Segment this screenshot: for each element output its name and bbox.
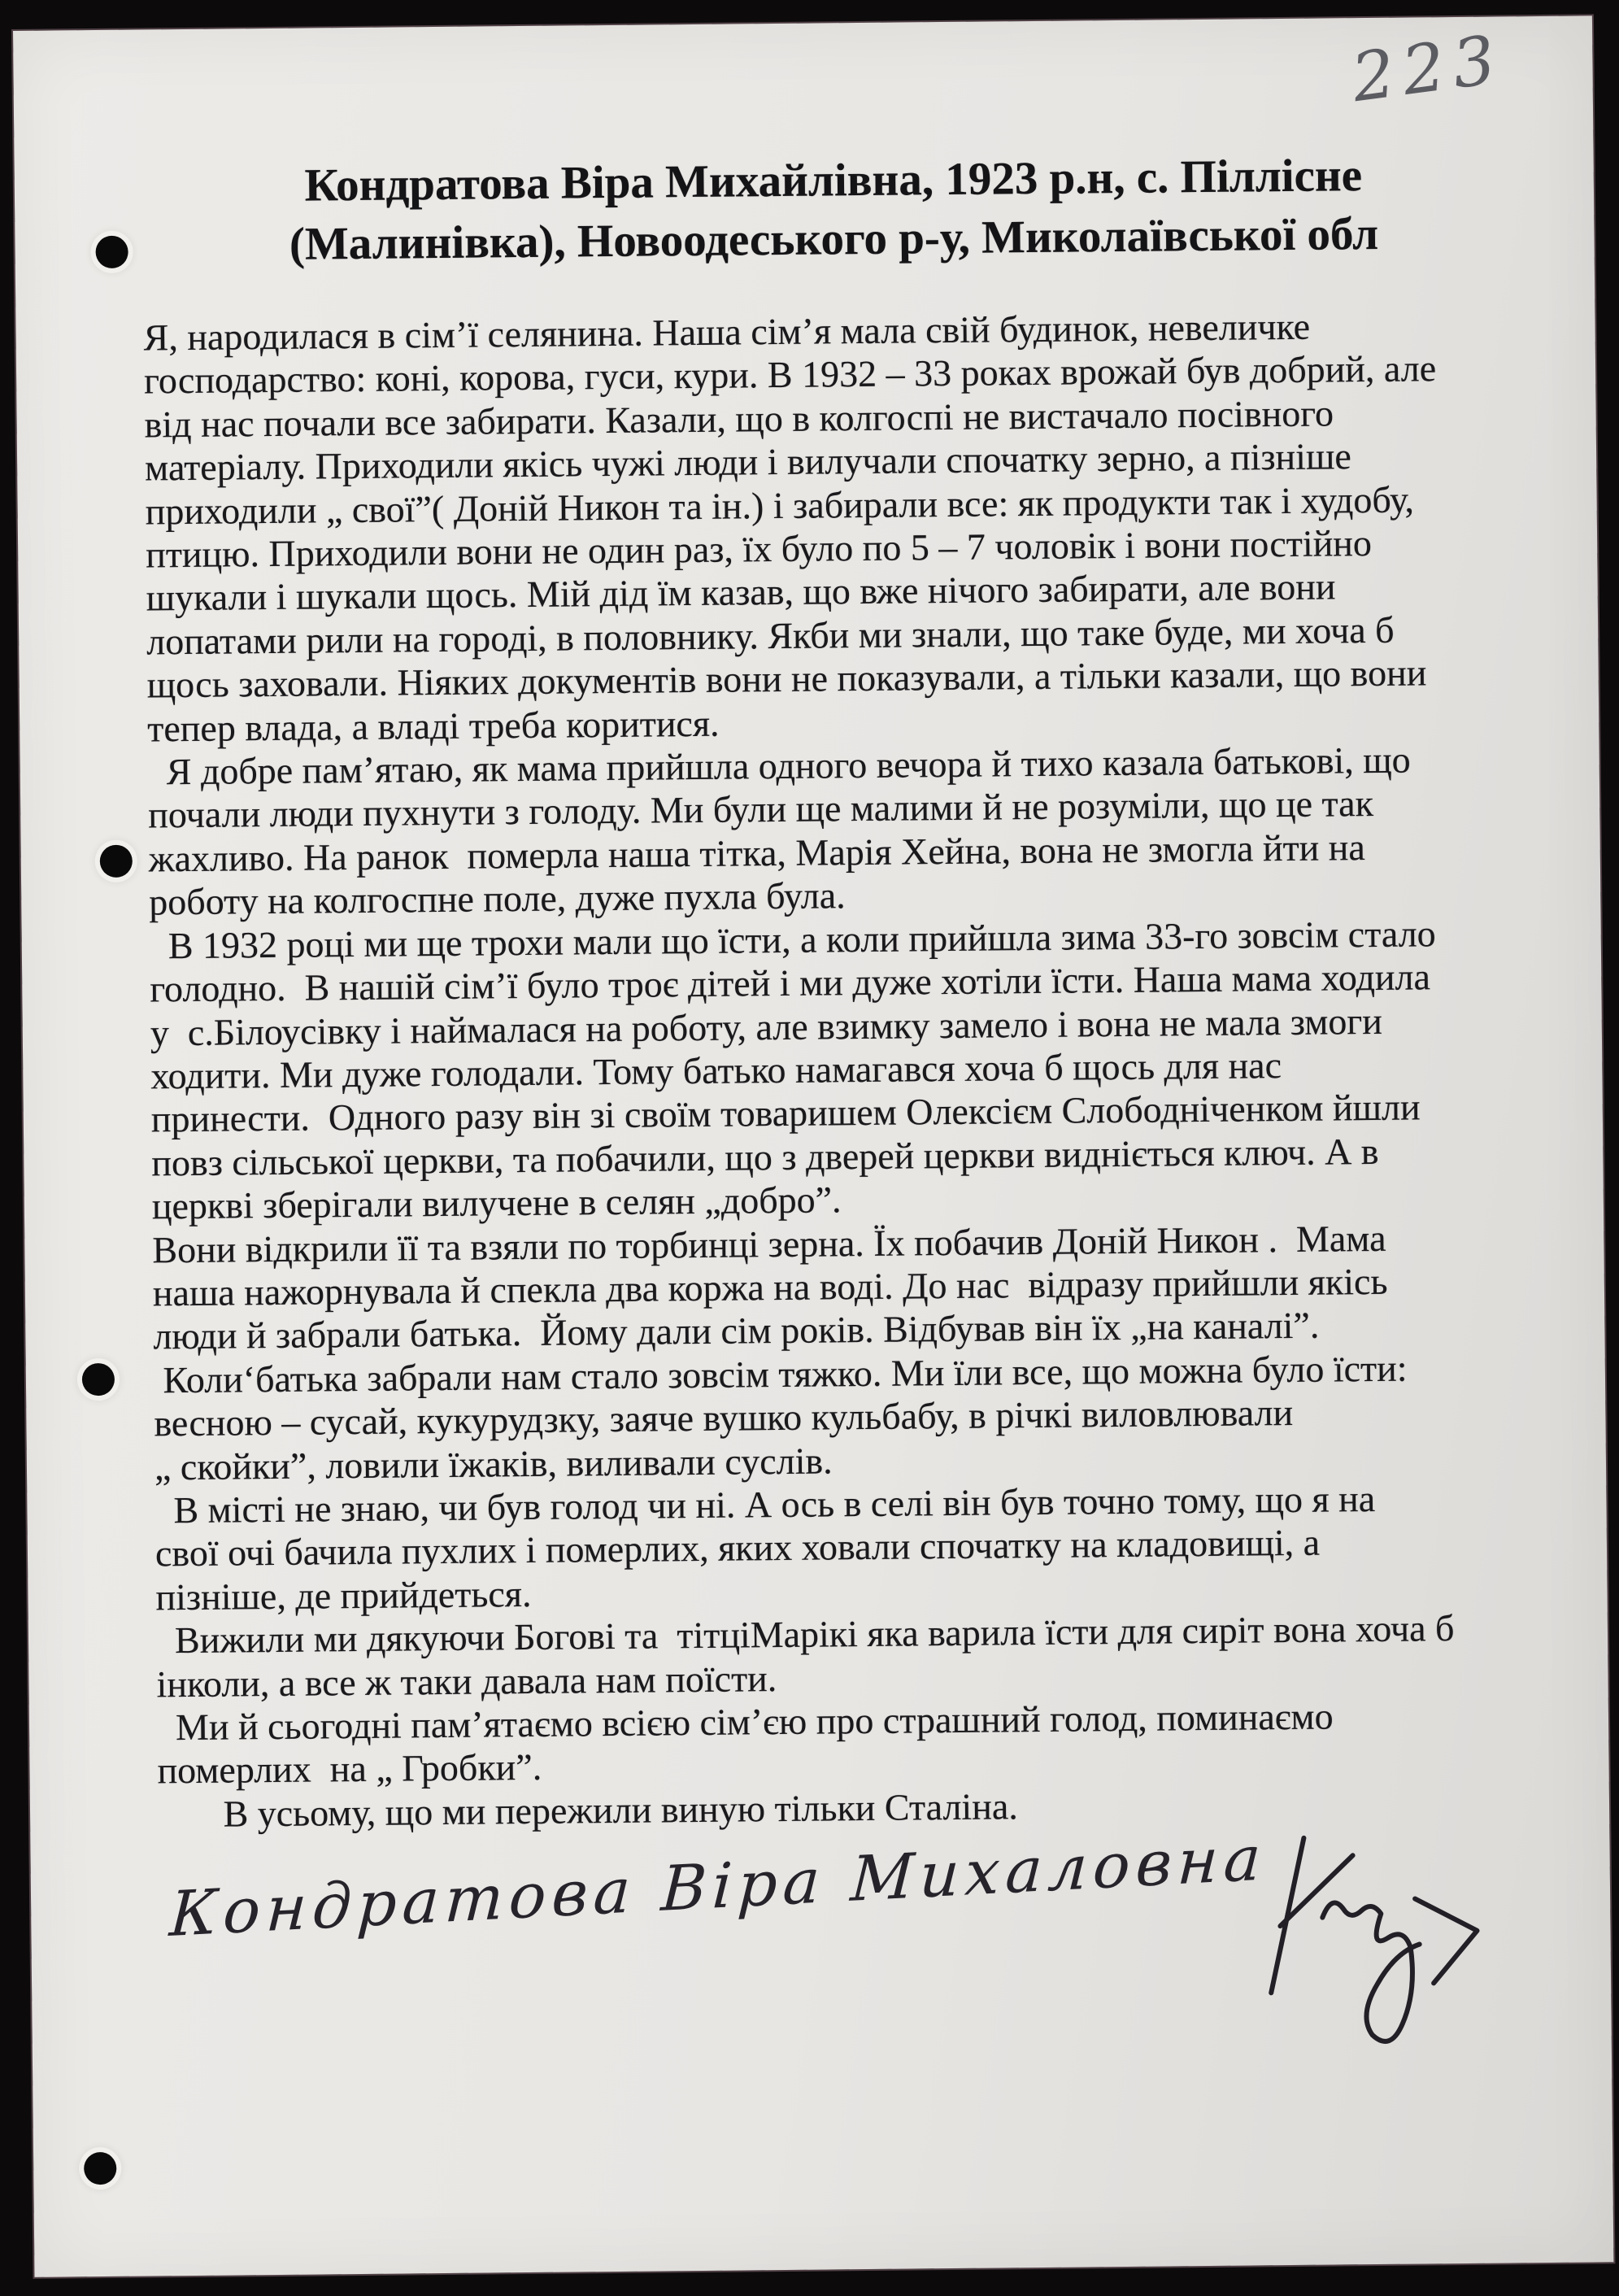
- body-text-line: „ скойки”, ловили їжаків, виливали суслів.: [154, 1439, 833, 1488]
- body-text-line: повз сільської церкви, та побачили, що з дверей церкви видніється ключ. А в: [151, 1130, 1379, 1184]
- document-page: [13, 15, 1613, 2277]
- body-text-line: інколи, а все ж таки давала нам поїсти.: [156, 1657, 777, 1705]
- body-text-line: приходили „ свої”( Доній Никон та ін.) і забирали все: як продукти так і худобу,: [145, 478, 1415, 533]
- body-text-line: матеріалу. Приходили якісь чужі люди і вилучали спочатку зерно, а пізніше: [144, 435, 1352, 489]
- body-text-line: Я добре пам’ятаю, як мама прийшла одного вечора й тихо казала батькові, що: [147, 738, 1411, 793]
- body-text-line: лопатами рили на городі, в половнику. Якби ми знали, що таке буде, ми хоча б: [146, 608, 1395, 663]
- body-text-line: Вижили ми дякуючи Богові та тітціМарікі яка варила їсти для сиріт вона хоча б: [155, 1607, 1455, 1662]
- handwritten-page-number: 223: [1347, 20, 1508, 118]
- hole-punch: [84, 2152, 116, 2185]
- body-text-line: шукали і шукали щось. Мій дід їм казав, що вже нічого забирати, але вони: [146, 565, 1336, 619]
- body-text-line: Я, народилася в сім’ї селянина. Наша сім’я мала свій будинок, невеличке: [143, 305, 1311, 359]
- body-text-line: В місті не знаю, чи був голод чи ні. А ось в селі він був точно тому, що я на: [155, 1477, 1376, 1531]
- body-text-line: роботу на колгоспне поле, дуже пухла була.: [149, 874, 846, 923]
- body-text-line: жахливо. На ранок померла наша тітка, Марія Хейна, вона не змогла йти на: [148, 826, 1366, 880]
- body-text-line: тепер влада, а владі треба коритися.: [146, 702, 720, 750]
- body-text-line: від нас почали все забирати. Казали, що в колгоспі не вистачало посівного: [144, 392, 1334, 446]
- handwritten-signature: Кондратова Віра Михаловна: [168, 1821, 1269, 1951]
- document-title-line: (Малинівка), Новоодеського р-у, Миколаївської обл: [289, 207, 1379, 270]
- document-title-line: Кондратова Віра Михайлівна, 1923 р.н, с. Піллісне: [304, 150, 1363, 211]
- body-text-line: церкві зберігали вилучене в селян „добро”.: [151, 1178, 842, 1227]
- hole-punch: [82, 1363, 115, 1396]
- body-text-line: Ми й сьогодні пам’ятаємо всією сім’єю про страшний голод, поминаємо: [156, 1695, 1334, 1749]
- body-text-line: В 1932 році ми ще трохи мали що їсти, а коли прийшла зима 33-го зовсім стало: [149, 912, 1436, 967]
- body-text-line: голодно. В нашій сім’ї було троє дітей і ми дуже хотіли їсти. Наша мама ходила: [150, 956, 1431, 1010]
- signature-flourish-icon: [1201, 1802, 1586, 2073]
- body-text-line: господарство: коні, корова, гуси, кури. В 1932 – 33 роках врожай був добрий, але: [143, 347, 1437, 402]
- body-text-line: люди й забрали батька. Йому дали сім років. Відбував він їх „на каналі”.: [153, 1304, 1320, 1357]
- body-text-line: Коли‘батька забрали нам стало зовсім тяжко. Ми їли все, що можна було їсти:: [153, 1347, 1408, 1401]
- body-text-line: свої очі бачила пухлих і померлих, яких ховали спочатку на кладовищі, а: [155, 1522, 1321, 1575]
- body-text-line: почали люди пухнути з голоду. Ми були ще малими й не розуміли, що це так: [148, 782, 1374, 836]
- body-text-line: у с.Білоусівку і наймалася на роботу, але взимку замело і вона не мала змоги: [150, 1000, 1383, 1053]
- body-text-line: В усьому, що ми пережили виную тільки Сталіна.: [157, 1785, 1018, 1836]
- body-text-line: птицю. Приходили вони не один раз, їх було по 5 – 7 чоловік і вони постійно: [145, 522, 1373, 576]
- body-text-line: пізніше, де прийдеться.: [155, 1572, 532, 1619]
- document-title: [142, 145, 1525, 275]
- body-text-line: Вони відкрили її та взяли по торбинці зерна. Їх побачив Доній Никон . Мама: [152, 1217, 1386, 1270]
- body-text-line: ходити. Ми дуже голодали. Тому батько намагався хоча б щось для нас: [150, 1043, 1282, 1097]
- body-text-line: щось заховали. Ніяких документів вони не показували, а тільки казали, що вони: [146, 651, 1427, 706]
- body-text-line: принести. Одного разу він зі своїм товаришем Олексієм Слободніченком йшли: [150, 1086, 1421, 1140]
- body-text-line: померлих на „ Гробки”.: [157, 1746, 542, 1792]
- body-text-line: наша нажорнувала й спекла два коржа на воді. До нас відразу прийшли якісь: [152, 1260, 1388, 1314]
- hole-punch: [95, 236, 128, 268]
- body-text-line: весною – сусай, кукурудзку, заяче вушко кульбабу, в річкі виловлювали: [154, 1392, 1294, 1444]
- document-body-text: [143, 303, 1589, 1836]
- hole-punch: [100, 845, 133, 878]
